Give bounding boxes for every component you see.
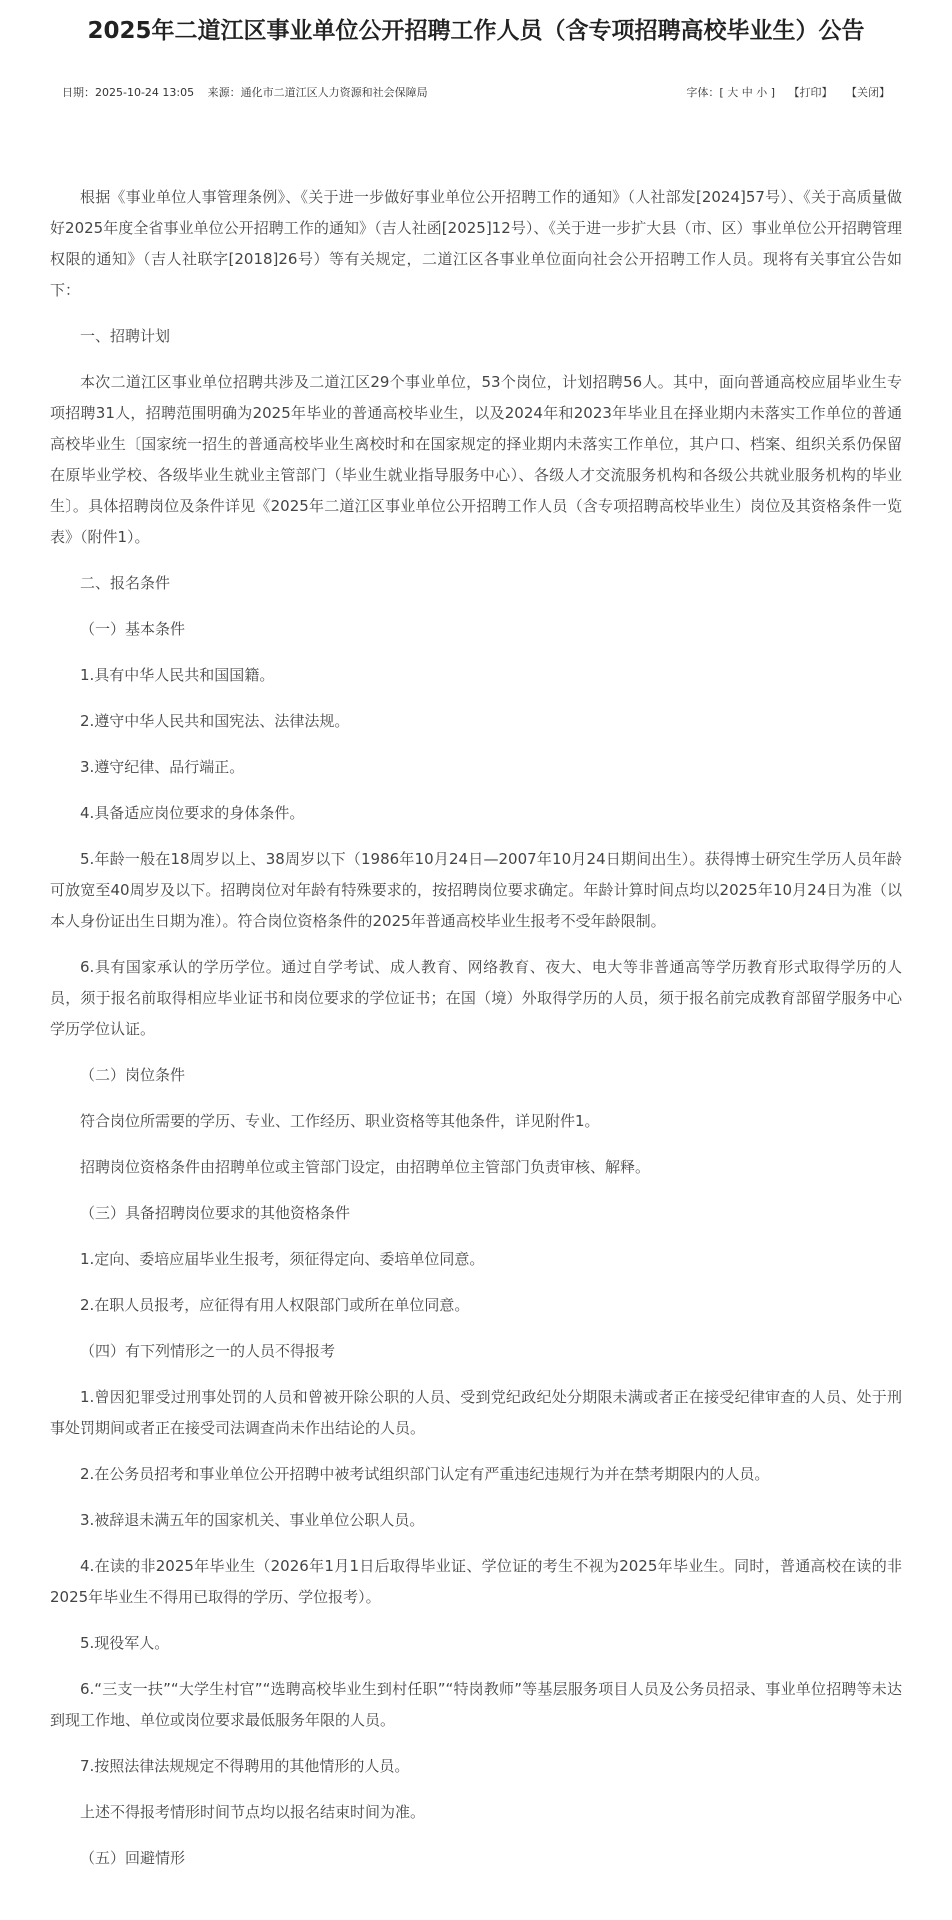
subsection-heading: （五）回避情形	[80, 1849, 186, 1867]
list-item: 4.在读的非2025年毕业生（2026年1月1日后取得毕业证、学位证的考生不视为2025年毕业生。同时，普通高校在读的非2025年毕业生不得用已取得的学历、学位报考）。	[50, 1557, 902, 1606]
subsection-heading: （二）岗位条件	[80, 1066, 186, 1084]
article-meta-bar	[50, 82, 902, 102]
section-heading: 一、招聘计划	[80, 327, 171, 345]
subsection-heading: （四）有下列情形之一的人员不得报考	[80, 1342, 336, 1360]
publish-date: 日期：2025-10-24 13:05	[62, 86, 195, 99]
subsection-heading: （三）具备招聘岗位要求的其他资格条件	[80, 1204, 351, 1222]
list-item: 1.曾因犯罪受过刑事处罚的人员和曾被开除公职的人员、受到党纪政纪处分期限未满或者正在接受纪律审查的人员、处于刑事处罚期间或者正在接受司法调查尚未作出结论的人员。	[50, 1388, 902, 1437]
list-item: 2.在职人员报考，应征得有用人权限部门或所在单位同意。	[80, 1296, 470, 1314]
paragraph: 上述不得报考情形时间节点均以报名结束时间为准。	[80, 1803, 426, 1821]
print-link[interactable]: 【打印】	[788, 86, 833, 99]
paragraph-intro: 根据《事业单位人事管理条例》、《关于进一步做好事业单位公开招聘工作的通知》（人社部发[2024]57号）、《关于高质量做好2025年度全省事业单位公开招聘工作的通知》（吉人社函[2025]12号）、《关于进一步扩大县（市、区）事业单位公开招聘管理权限的通知》（吉人社联字[2018]26号）等有关规定，二道江区各事业单位面向社会公开招聘工作人员。现将有关事宜公告如下：	[50, 188, 902, 299]
list-item: 6.具有国家承认的学历学位。通过自学考试、成人教育、网络教育、夜大、电大等非普通高等学历教育形式取得学历的人员，须于报名前取得相应毕业证书和岗位要求的学位证书；在国（境）外取得学历的人员，须于报名前完成教育部留学服务中心学历学位认证。	[50, 958, 902, 1038]
subsection-heading: （一）基本条件	[80, 620, 186, 638]
meta-right	[676, 84, 890, 100]
list-item: 2.遵守中华人民共和国宪法、法律法规。	[80, 712, 350, 730]
meta-left	[62, 84, 438, 100]
article-body	[50, 182, 902, 1874]
paragraph: 本次二道江区事业单位招聘共涉及二道江区29个事业单位，53个岗位，计划招聘56人。其中，面向普通高校应届毕业生专项招聘31人，招聘范围明确为2025年毕业的普通高校毕业生，以及2024年和2023年毕业且在择业期内未落实工作单位的普通高校毕业生〔国家统一招生的普通高校毕业生离校时和在国家规定的择业期内未落实工作单位，其户口、档案、组织关系仍保留在原毕业学校、各级毕业生就业主管部门（毕业生就业指导服务中心）、各级人才交流服务机构和各级公共就业服务机构的毕业生〕。具体招聘岗位及条件详见《2025年二道江区事业单位公开招聘工作人员（含专项招聘高校毕业生）岗位及其资格条件一览表》（附件1）。	[50, 373, 902, 546]
list-item: 1.具有中华人民共和国国籍。	[80, 666, 275, 684]
list-item: 3.被辞退未满五年的国家机关、事业单位公职人员。	[80, 1511, 425, 1529]
list-item: 1.定向、委培应届毕业生报考，须征得定向、委培单位同意。	[80, 1250, 485, 1268]
section-heading: 二、报名条件	[80, 574, 171, 592]
list-item: 7.按照法律法规规定不得聘用的其他情形的人员。	[80, 1757, 410, 1775]
paragraph: 符合岗位所需要的学历、专业、工作经历、职业资格等其他条件，详见附件1。	[80, 1112, 600, 1130]
page-title: 2025年二道江区事业单位公开招聘工作人员（含专项招聘高校毕业生）公告	[87, 18, 865, 44]
list-item: 2.在公务员招考和事业单位公开招聘中被考试组织部门认定有严重违纪违规行为并在禁考期限内的人员。	[80, 1465, 770, 1483]
list-item: 3.遵守纪律、品行端正。	[80, 758, 245, 776]
list-item: 5.现役军人。	[80, 1634, 170, 1652]
paragraph: 招聘岗位资格条件由招聘单位或主管部门设定，由招聘单位主管部门负责审核、解释。	[80, 1158, 651, 1176]
article-source: 来源：通化市二道江区人力资源和社会保障局	[207, 86, 428, 99]
list-item: 6.“三支一扶”“大学生村官”“选聘高校毕业生到村任职”“特岗教师”等基层服务项目人员及公务员招录、事业单位招聘等未达到现工作地、单位或岗位要求最低服务年限的人员。	[50, 1680, 902, 1729]
close-link[interactable]: 【关闭】	[846, 86, 890, 99]
font-size-selector[interactable]: 字体：[ 大 中 小 ]	[686, 86, 775, 99]
list-item: 5.年龄一般在18周岁以上、38周岁以下（1986年10月24日—2007年10月24日期间出生）。获得博士研究生学历人员年龄可放宽至40周岁及以下。招聘岗位对年龄有特殊要求的，按招聘岗位要求确定。年龄计算时间点均以2025年10月24日为准（以本人身份证出生日期为准）。符合岗位资格条件的2025年普通高校毕业生报考不受年龄限制。	[50, 850, 902, 930]
list-item: 4.具备适应岗位要求的身体条件。	[80, 804, 305, 822]
